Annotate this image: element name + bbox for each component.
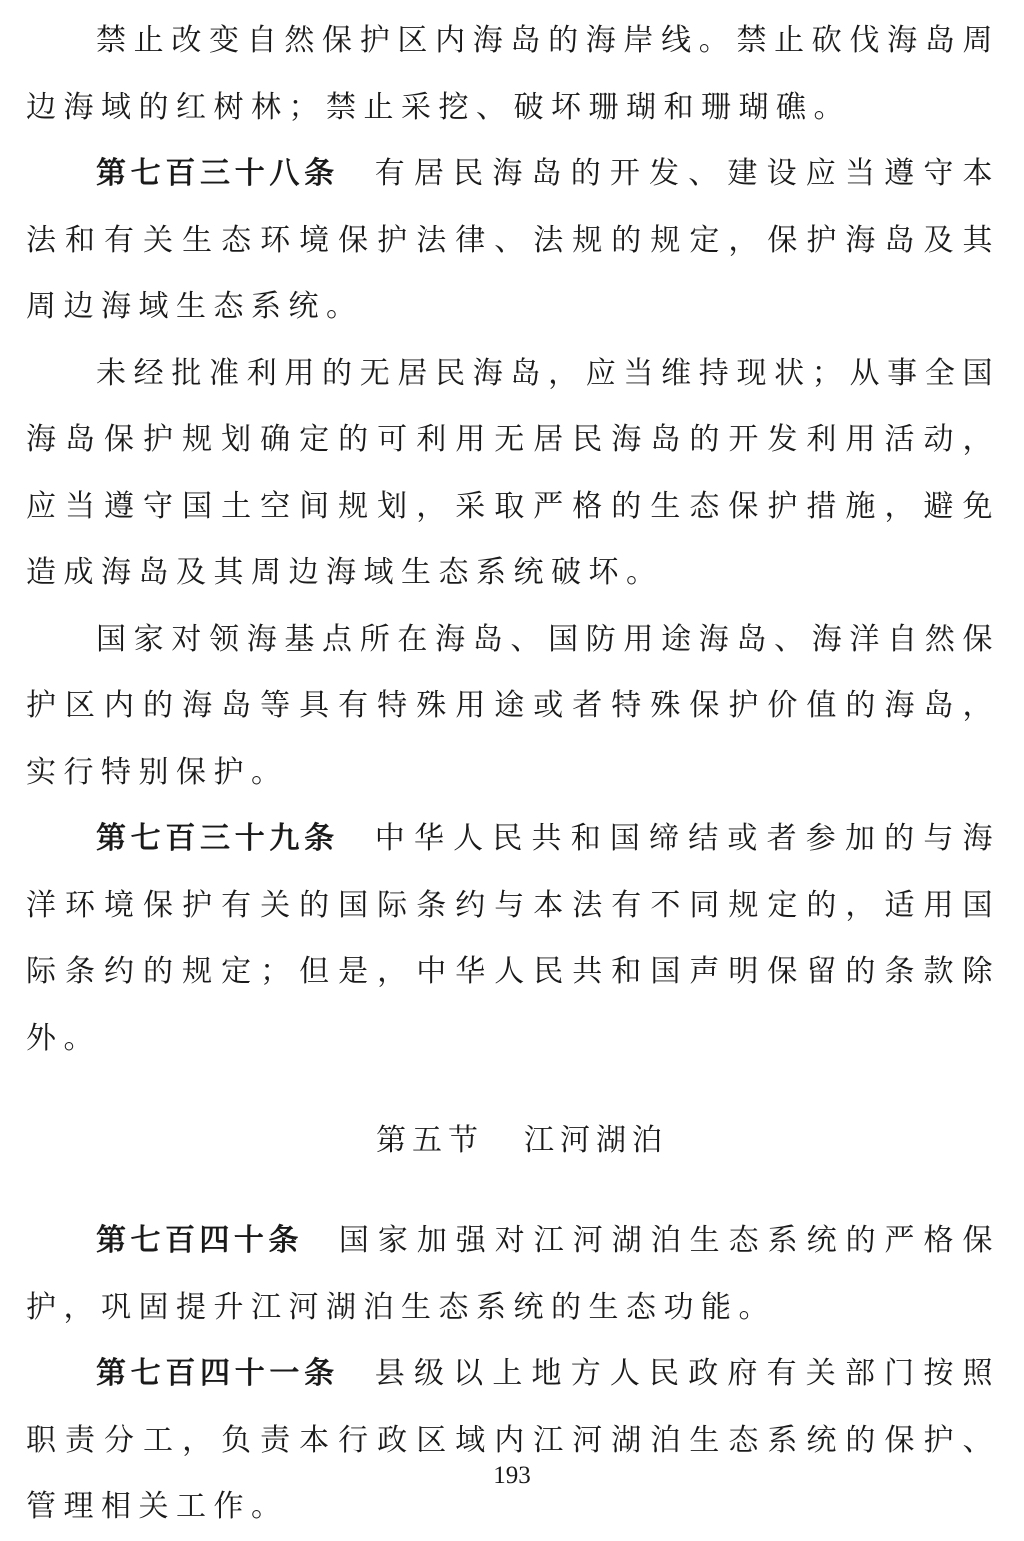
article-number: 第七百四十条 [96, 1223, 303, 1258]
article-number: 第七百四十一条 [96, 1356, 339, 1391]
document-page [26, 8, 1000, 1541]
article-text: 国家加强对江河湖泊生态系统的严格保护，巩固提升江河湖泊生态系统的生态功能。 [26, 1223, 1001, 1325]
paragraph-uninhabited-islands [26, 341, 1000, 607]
paragraph-text: 未经批准利用的无居民海岛，应当维持现状；从事全国海岛保护规划确定的可利用无居民海岛的开发利用活动，应当遵守国土空间规划，采取严格的生态保护措施，避免造成海岛及其周边海域生态系统破坏。 [26, 355, 1000, 590]
article-number: 第七百三十八条 [96, 156, 339, 191]
page-number: 193 [493, 1462, 531, 1489]
section-number: 第五节 [376, 1123, 484, 1158]
article-text: 中华人民共和国缔结或者参加的与海洋环境保护有关的国际条约与本法有不同规定的，适用国际条约的规定；但是，中华人民共和国声明保留的条款除外。 [26, 821, 1001, 1056]
article-text: 有居民海岛的开发、建设应当遵守本法和有关生态环境保护法律、法规的规定，保护海岛及其周边海域生态系统。 [26, 156, 1001, 324]
article-740 [26, 1208, 1000, 1341]
paragraph-special-protection [26, 607, 1000, 807]
paragraph-text: 禁止改变自然保护区内海岛的海岸线。禁止砍伐海岛周边海域的红树林；禁止采挖、破坏珊瑚和珊瑚礁。 [26, 23, 1000, 125]
paragraph-islands-coastline [26, 8, 1000, 141]
paragraph-text: 国家对领海基点所在海岛、国防用途海岛、海洋自然保护区内的海岛等具有特殊用途或者特殊保护价值的海岛，实行特别保护。 [26, 621, 1000, 790]
article-number: 第七百三十九条 [96, 821, 339, 856]
article-739 [26, 806, 1000, 1072]
section-title: 江河湖泊 [524, 1123, 668, 1158]
section-heading [26, 1108, 1000, 1174]
article-738 [26, 141, 1000, 341]
article-text: 县级以上地方人民政府有关部门按照职责分工，负责本行政区域内江河湖泊生态系统的保护、管理相关工作。 [26, 1356, 1001, 1524]
article-741 [26, 1341, 1000, 1541]
